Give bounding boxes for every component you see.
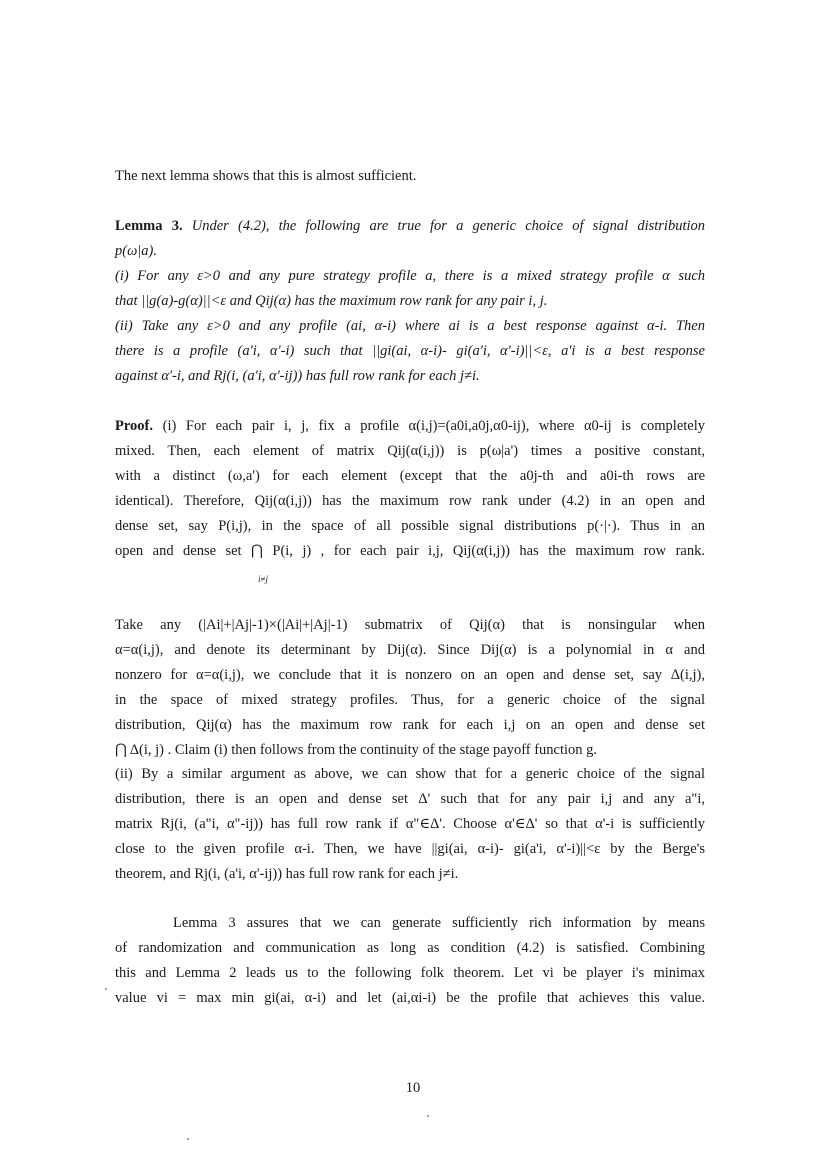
part-ii-paragraph <box>115 762 705 887</box>
proof-line-3: with a distinct (ω,a') for each element (except that the a0j-th and a0i-th rows are <box>115 468 705 484</box>
lemma-line-1 <box>115 214 705 239</box>
lemma-line-4: that ||g(a)-g(α)||<ε and Qij(α) has the maximum row rank for any pair i, j. <box>115 293 548 309</box>
cont-line-3: nonzero for α=α(i,j), we conclude that it is nonzero on an open and dense set, say Δ(i,j), <box>115 667 705 683</box>
continuation-paragraph <box>115 613 705 763</box>
proof-line-5: dense set, say P(i,j), in the space of all possible signal distributions p(·|·). Thus in an <box>115 518 705 534</box>
proof-line-2: mixed. Then, each element of matrix Qij(α(i,j)) is p(ω|a') times a positive constant, <box>115 443 705 459</box>
conc-line-2: of randomization and communication as long as condition (4.2) is satisfied. Combining <box>115 940 705 956</box>
cont-line-6: ⋂ Δ(i, j) . Claim (i) then follows from the continuity of the stage payoff function g. <box>115 742 598 758</box>
conc-line-4: value vi = max min gi(ai, α-i) and let (ai,αi-i) be the profile that achieves this value. <box>115 990 705 1006</box>
ii-line-3: matrix Rj(i, (a"i, α"-ij)) has full row rank if α"∈Δ'. Choose α'∈Δ' so that α'-i is sufficiently <box>115 816 705 832</box>
conc-line-3: this and Lemma 2 leads us to the following folk theorem. Let vi be player i's minimax <box>115 965 705 981</box>
proof-text-1: (i) For each pair i, j, fix a profile α(i,j)=(a0i,a0j,α0-ij), where α0-ij is completely <box>162 418 705 434</box>
lemma-line-2: p(ω|a). <box>115 243 158 259</box>
intro-line: The next lemma shows that this is almost sufficient. <box>115 168 417 184</box>
lemma-heading: Lemma 3. <box>115 218 183 234</box>
lemma-line-3: (i) For any ε>0 and any pure strategy profile a, there is a mixed strategy profile α such <box>115 268 705 284</box>
proof-line-6: open and dense set ⋂ P(i, j) , for each pair i,j, Qij(α(i,j)) has the maximum row rank. <box>115 543 705 559</box>
lemma-text-1: Under (4.2), the following are true for a generic choice of signal distribution <box>191 218 705 234</box>
lemma-line-5: (ii) Take any ε>0 and any profile (ai, α-i) where ai is a best response against α-i. Then <box>115 318 705 334</box>
cont-line-4: in the space of mixed strategy profiles. Thus, for a generic choice of the signal <box>115 692 705 708</box>
cont-line-5: distribution, Qij(α) has the maximum row rank for each i,j on an open and dense set <box>115 717 705 733</box>
cont-line-1: Take any (|Ai|+|Aj|-1)×(|Ai|+|Aj|-1) submatrix of Qij(α) that is nonsingular when <box>115 617 705 633</box>
intersection-subscript: i≠j <box>258 574 268 584</box>
intro-paragraph <box>115 164 705 189</box>
lemma-3-block <box>115 214 705 389</box>
ii-line-4: close to the given profile α-i. Then, we have ||gi(ai, α-i)- gi(a'i, α'-i)||<ε by the Berge's <box>115 841 705 857</box>
conc-line-1: Lemma 3 assures that we can generate sufficiently rich information by means <box>173 915 705 931</box>
cont-line-2: α=α(i,j), and denote its determinant by Dij(α). Since Dij(α) is a polynomial in α and <box>115 642 705 658</box>
proof-line-4: identical). Therefore, Qij(α(i,j)) has the maximum row rank under (4.2) in an open and <box>115 493 705 509</box>
lemma-line-7: against α'-i, and Rj(i, (a'i, α'-ij)) has full row rank for each j≠i. <box>115 368 480 384</box>
scan-speck <box>105 988 107 990</box>
proof-heading: Proof. <box>115 418 153 434</box>
conclusion-paragraph <box>115 911 705 1011</box>
proof-line-1 <box>115 414 705 439</box>
proof-block <box>115 414 705 564</box>
scan-speck <box>427 1115 429 1117</box>
ii-line-5: theorem, and Rj(i, (a'i, α'-ij)) has full row rank for each j≠i. <box>115 866 459 882</box>
ii-line-2: distribution, there is an open and dense set Δ' such that for any pair i,j and any a"i, <box>115 791 705 807</box>
scan-speck <box>187 1138 189 1140</box>
lemma-line-6: there is a profile (a'i, α'-i) such that ||gi(ai, α-i)- gi(a'i, α'-i)||<ε, a'i is a best response <box>115 343 705 359</box>
page-number: 10 <box>405 1080 421 1096</box>
ii-line-1: (ii) By a similar argument as above, we can show that for a generic choice of the signal <box>115 766 705 782</box>
